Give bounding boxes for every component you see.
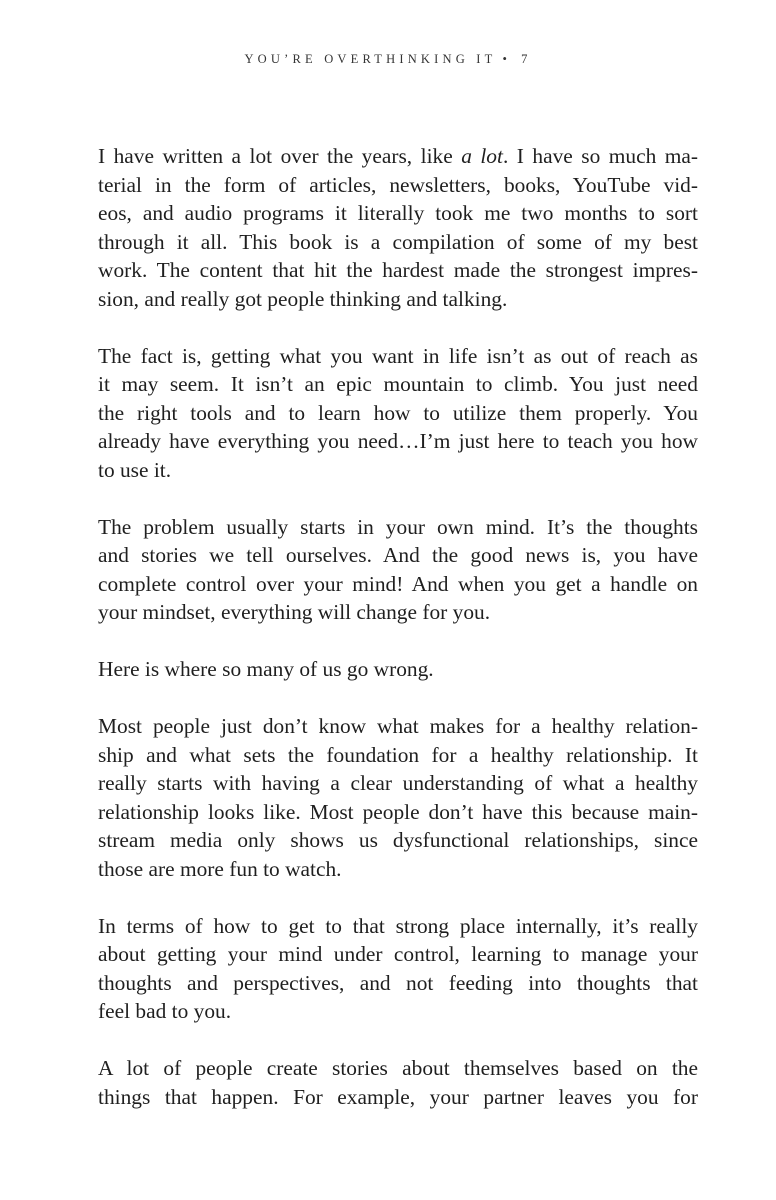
line-text: thoughts and perspectives, and not feeding into thoughts that: [98, 970, 698, 995]
body-text: [98, 142, 698, 1111]
line-text: work. The content that hit the hardest made the strongest impres-: [98, 258, 698, 282]
line-text: to use it.: [98, 457, 172, 482]
line-text: Here is where so many of us go wrong.: [98, 657, 434, 681]
page-number: 7: [521, 52, 532, 66]
text-line: [98, 997, 698, 1026]
line-text: your mindset, everything will change for you.: [98, 600, 491, 624]
paragraph: [98, 513, 698, 627]
line-text: In terms of how to get to that strong place internally, it’s really: [98, 913, 698, 938]
running-head: [0, 52, 776, 67]
text-line: [98, 228, 698, 257]
text-line: [98, 855, 698, 884]
text-line: [98, 199, 698, 228]
running-head-separator: •: [502, 52, 512, 66]
line-text: through it all. This book is a compilation of some of my best: [98, 229, 698, 254]
paragraph: [98, 912, 698, 1026]
line-text: Most people just don’t know what makes for a healthy relation-: [98, 714, 698, 738]
line-text: complete control over your mind! And when you get a handle on: [98, 571, 698, 596]
line-text: A lot of people create stories about themselves based on the: [98, 1056, 698, 1080]
text-line: [98, 1083, 698, 1112]
text-line: [98, 541, 698, 570]
line-text: ship and what sets the foundation for a healthy relationship. It: [98, 742, 698, 767]
line-text: about getting your mind under control, learning to manage your: [98, 942, 698, 966]
line-text: relationship looks like. Most people don’t have this because main-: [98, 799, 698, 824]
line-text: I have written a lot over the years, like: [98, 144, 462, 168]
text-line: [98, 1054, 698, 1083]
line-text: . I have so much ma-: [502, 144, 699, 168]
line-text: it may seem. It isn’t an epic mountain to climb. You just need: [98, 372, 698, 396]
paragraph: [98, 1054, 698, 1111]
paragraph: [98, 142, 698, 313]
text-line: [98, 798, 698, 827]
line-text: already have everything you need…I’m just here to teach you how: [98, 429, 698, 453]
line-text: really starts with having a clear understanding of what a healthy: [98, 771, 698, 795]
line-text: those are more fun to watch.: [98, 856, 342, 881]
line-text: The problem usually starts in your own mind. It’s the thoughts: [98, 514, 698, 539]
text-line: [98, 969, 698, 998]
text-line: [98, 456, 698, 485]
line-text: things that happen. For example, your partner leaves you for: [98, 1084, 698, 1109]
text-line: [98, 256, 698, 285]
text-line: [98, 940, 698, 969]
text-line: [98, 171, 698, 200]
text-line: [98, 570, 698, 599]
text-line: [98, 741, 698, 770]
line-text: eos, and audio programs it literally took me two months to sort: [98, 201, 698, 225]
text-line: [98, 285, 698, 314]
running-head-title: YOU’RE OVERTHINKING IT: [244, 52, 497, 66]
text-line: [98, 342, 698, 371]
text-line: [98, 826, 698, 855]
line-text: and stories we tell ourselves. And the good news is, you have: [98, 543, 698, 567]
text-line: [98, 598, 698, 627]
text-line: [98, 712, 698, 741]
line-text: stream media only shows us dysfunctional relationships, since: [98, 828, 698, 852]
line-text: sion, and really got people thinking and talking.: [98, 286, 508, 311]
text-line: [98, 912, 698, 941]
paragraph: [98, 342, 698, 485]
line-text: The fact is, getting what you want in life isn’t as out of reach as: [98, 343, 698, 368]
text-line: [98, 370, 698, 399]
paragraph: [98, 712, 698, 883]
text-line: [98, 513, 698, 542]
text-line: [98, 769, 698, 798]
line-text: terial in the form of articles, newsletters, books, YouTube vid-: [98, 172, 698, 197]
text-line: [98, 399, 698, 428]
line-text: feel bad to you.: [98, 999, 232, 1023]
emphasis-text: a lot: [461, 144, 503, 168]
text-line: [98, 427, 698, 456]
line-text: the right tools and to learn how to utilize them properly. You: [98, 400, 698, 425]
text-line: [98, 142, 698, 171]
paragraph: [98, 655, 698, 684]
text-line: [98, 655, 698, 684]
